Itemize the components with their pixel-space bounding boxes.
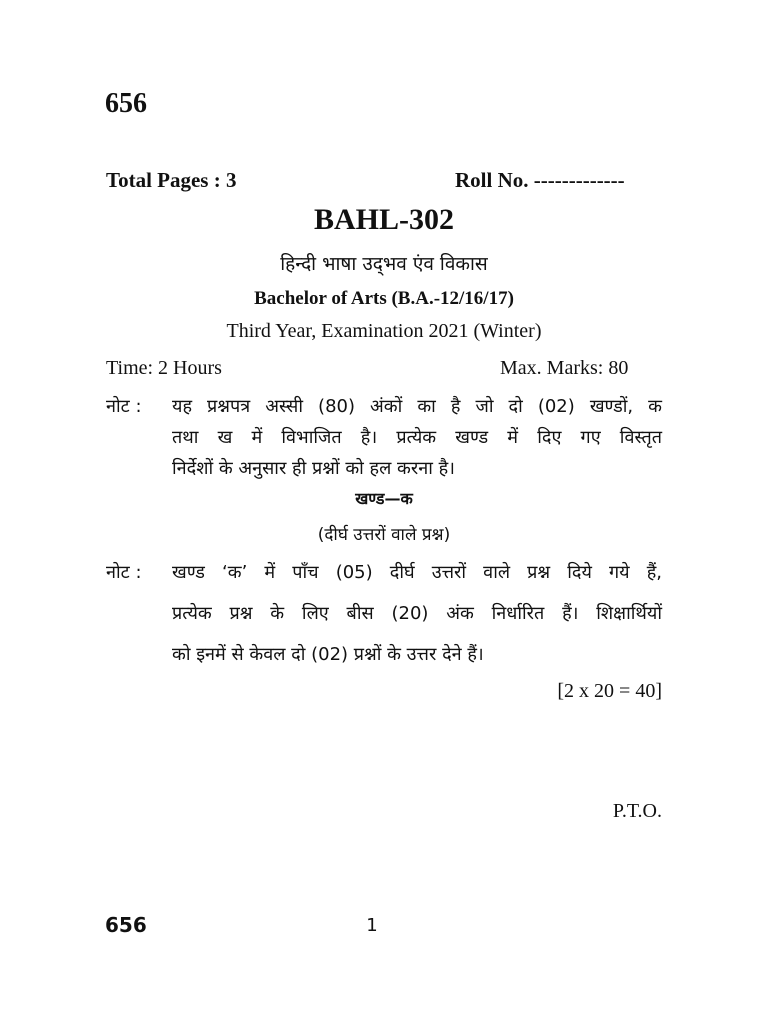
page-number: 1: [366, 915, 378, 936]
footer-paper-code: 656: [105, 913, 147, 937]
note-label: नोट :: [106, 562, 142, 583]
pto-label: P.T.O.: [612, 800, 662, 822]
max-marks: Max. Marks: 80: [500, 357, 629, 379]
exam-time: Time: 2 Hours: [106, 357, 222, 379]
subject-title: हिन्दी भाषा उद्‌भव एंव विकास: [280, 253, 488, 275]
degree-title: Bachelor of Arts (B.A.-12/16/17): [254, 288, 514, 309]
course-code: BAHL-302: [313, 203, 454, 236]
note-line: प्रत्येक प्रश्न के लिए बीस (20) अंक निर्धारित हैं। शिक्षार्थियों: [172, 603, 662, 624]
note-line: यह प्रश्नपत्र अस्सी (80) अंकों का है जो दो (02) खण्डों, क: [172, 396, 662, 417]
section-heading: खण्ड—क: [355, 489, 413, 508]
total-pages: Total Pages : 3: [106, 168, 237, 192]
note-line: को इनमें से केवल दो (02) प्रश्नों के उत्तर देने हैं।: [172, 644, 484, 665]
note-line: तथा ख में विभाजित है। प्रत्येक खण्ड में दिए गए विस्तृत: [172, 427, 662, 448]
paper-code: 656: [105, 88, 147, 119]
section-subheading: (दीर्घ उत्तरों वाले प्रश्न): [317, 525, 451, 545]
note-line: खण्ड ‘क’ में पाँच (05) दीर्घ उत्तरों वाले प्रश्न दिये गये हैं,: [172, 562, 662, 583]
exam-session: Third Year, Examination 2021 (Winter): [226, 320, 542, 342]
roll-number-field: Roll No. -------------: [455, 168, 625, 192]
marks-distribution: [2 x 20 = 40]: [557, 680, 662, 702]
note-line: निर्देशों के अनुसार ही प्रश्नों को हल करना है।: [172, 458, 455, 479]
note-label: नोट :: [106, 396, 142, 417]
